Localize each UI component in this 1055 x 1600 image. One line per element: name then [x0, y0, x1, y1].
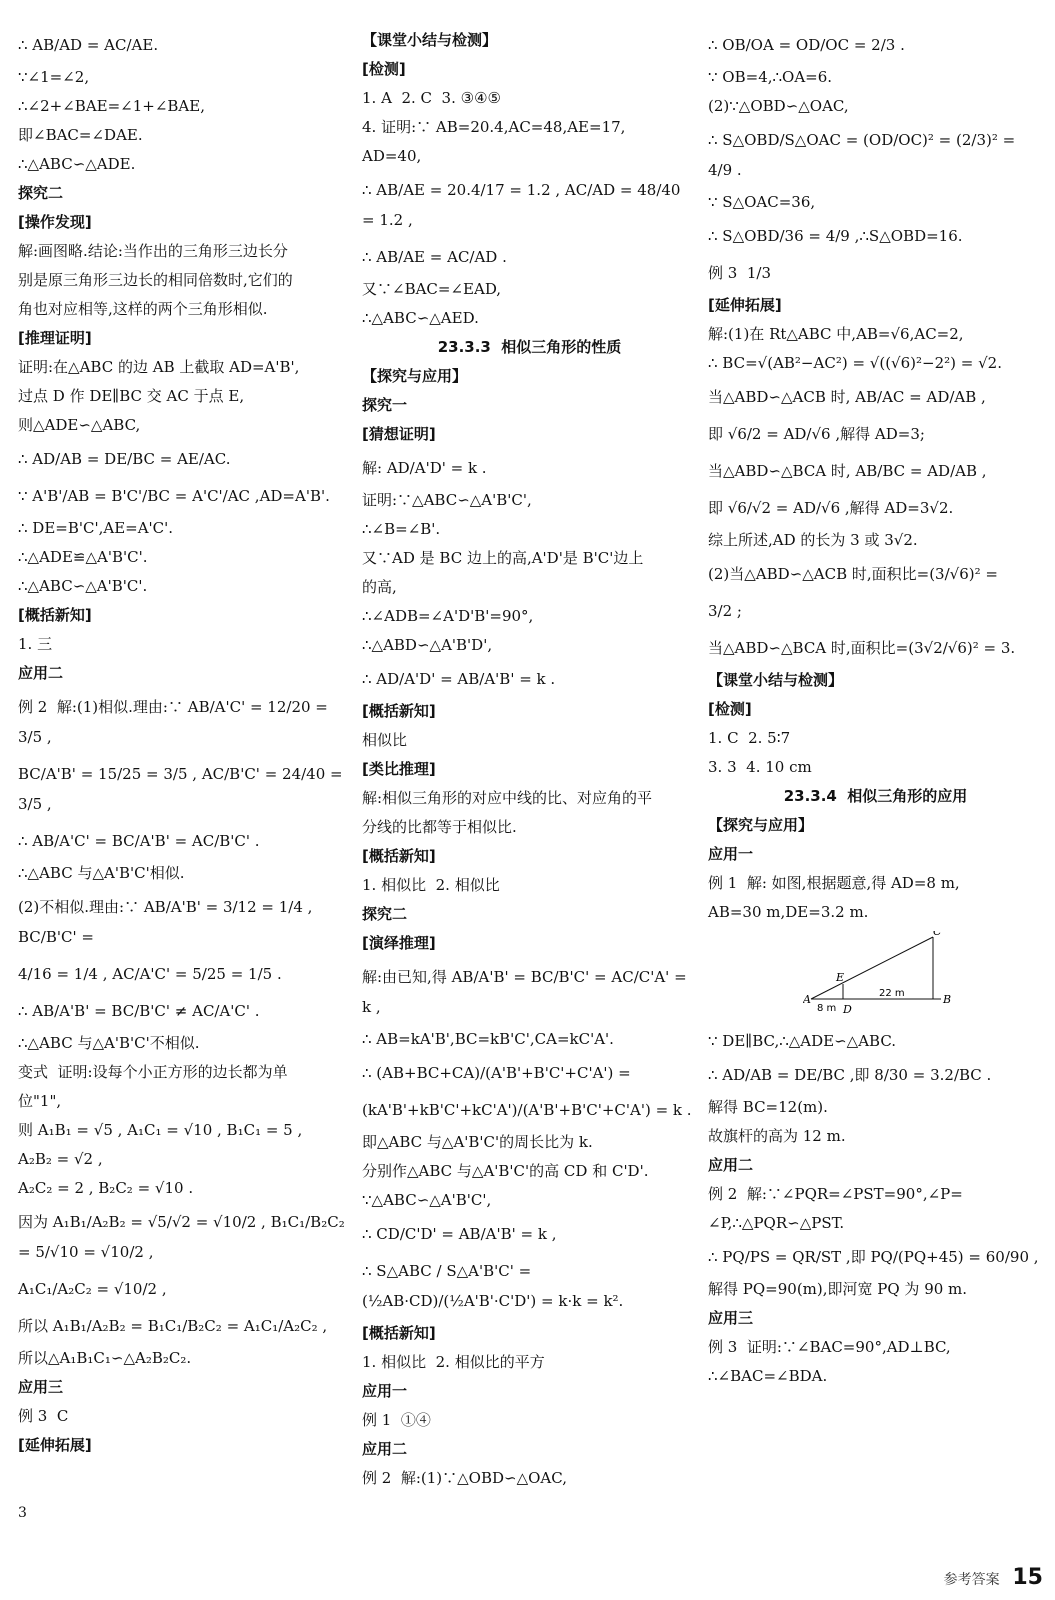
col1-line: 角也对应相等,这样的两个三角形相似.	[18, 300, 268, 318]
col2-line: 1. 相似比 2. 相似比	[362, 876, 500, 894]
col3-line: ∴ PQ/PS = QR/ST ,即 PQ/(PQ+45) = 60/90 ,	[708, 1248, 1039, 1266]
col1-line: 证明:在△ABC 的边 AB 上截取 AD=A'B',	[18, 358, 300, 376]
col3-line: 【课堂小结与检测】	[708, 671, 844, 689]
col1-line: ∵ A'B'/AB = B'C'/BC = A'C'/AC ,AD=A'B'.	[18, 487, 330, 505]
col2-line: 4. 证明:∵ AB=20.4,AC=48,AE=17,	[362, 118, 626, 136]
col2-line: [概括新知]	[362, 1324, 436, 1342]
col1-line: ∴△ADE≌△A'B'C'.	[18, 548, 148, 566]
footer-reference: 参考答案	[943, 1572, 1000, 1588]
col2-line: (kA'B'+kB'C'+kC'A')/(A'B'+B'C'+C'A') = k .	[362, 1101, 692, 1119]
col3-line: ∴ S△OBD/S△OAC = (OD/OC)² = (2/3)² = 4/9 .	[708, 131, 1020, 179]
col3-line: 即 √6/2 = AD/√6 ,解得 AD=3;	[708, 425, 925, 443]
col2-line: 解:由已知,得 AB/A'B' = BC/B'C' = AC/C'A' = k ,	[362, 968, 692, 1016]
col3-line: 1. C 2. 5∶7	[708, 729, 791, 747]
col2-line: 分线的比都等于相似比.	[362, 818, 517, 836]
col1-line: 过点 D 作 DE∥BC 交 AC 于点 E,	[18, 387, 245, 405]
col1-line: BC/A'B' = 15/25 = 3/5 , AC/B'C' = 24/40 = 3/5 ,	[18, 765, 348, 813]
col2-line: ∴∠B=∠B'.	[362, 520, 441, 538]
col1-line: ∴△ABC 与△A'B'C'相似.	[18, 864, 185, 882]
col3-line: 即 √6/√2 = AD/√6 ,解得 AD=3√2.	[708, 499, 954, 517]
col3-line: 23.3.4 相似三角形的应用	[783, 787, 968, 805]
footer-page-number: 15	[1012, 1565, 1043, 1590]
col3-line: 当△ABD∽△ACB 时, AB/AC = AD/AB ,	[708, 388, 986, 406]
col1-line: 则△ADE∽△ABC,	[18, 416, 141, 434]
col3-line: ∴∠BAC=∠BDA.	[708, 1367, 828, 1385]
col2-line: [演绎推理]	[362, 934, 436, 952]
col2-line: ∴ AB/AE = AC/AD .	[362, 248, 507, 266]
col1-line: 变式 证明:设每个小正方形的边长都为单	[18, 1063, 288, 1081]
col1-line: 因为 A₁B₁/A₂B₂ = √5/√2 = √10/2 , B₁C₁/B₂C₂ = 5/√10 = √10/2 ,	[18, 1213, 350, 1261]
col2-line: ∴∠ADB=∠A'D'B'=90°,	[362, 607, 534, 625]
col1-line: 别是原三角形三边长的相同倍数时,它们的	[18, 271, 293, 289]
col2-line: 1. 相似比 2. 相似比的平方	[362, 1353, 545, 1371]
col1-line: [推理证明]	[18, 329, 92, 347]
col1-line: A₁C₁/A₂C₂ = √10/2 ,	[18, 1280, 167, 1298]
page-footer	[944, 1565, 1043, 1590]
col1-line: ∴ AB/A'B' = BC/B'C' ≠ AC/A'C' .	[18, 1002, 260, 1020]
col2-line: 1. A 2. C 3. ③④⑤	[362, 89, 501, 107]
col1-line: 则 A₁B₁ = √5 , A₁C₁ = √10 , B₁C₁ = 5 ,	[18, 1121, 303, 1139]
column-middle	[362, 30, 697, 1497]
col1-line: ∵∠1=∠2,	[18, 68, 90, 86]
col2-line: 应用一	[362, 1382, 408, 1400]
col2-line: 应用二	[362, 1440, 408, 1458]
figure-label: B	[943, 993, 952, 1006]
col3-line: 例 3 证明:∵∠BAC=90°,AD⊥BC,	[708, 1338, 951, 1356]
col3-line: 当△ABD∽△BCA 时,面积比=(3√2/√6)² = 3.	[708, 639, 1016, 657]
col2-line: 【探究与应用】	[362, 367, 468, 385]
col2-line: 探究二	[362, 905, 408, 923]
col1-line: ∴ DE=B'C',AE=A'C'.	[18, 519, 174, 537]
col1-line: ∴△ABC∽△A'B'C'.	[18, 577, 148, 595]
column-right	[708, 30, 1043, 1395]
col3-line: ∠P,∴△PQR∽△PST.	[708, 1214, 845, 1232]
col1-line: 4/16 = 1/4 , AC/A'C' = 5/25 = 1/5 .	[18, 965, 282, 983]
col3-line: AB=30 m,DE=3.2 m.	[708, 903, 869, 921]
col2-line: [检测]	[362, 60, 406, 78]
figure-label: D	[843, 1003, 852, 1016]
col2-line: 例 2 解:(1)∵△OBD∽△OAC,	[362, 1469, 567, 1487]
col2-line: 分别作△ABC 与△A'B'C'的高 CD 和 C'D'.	[362, 1162, 649, 1180]
col3-line: ∴ OB/OA = OD/OC = 2/3 .	[708, 36, 905, 54]
col2-line: 例 1 ①④	[362, 1411, 431, 1429]
col3-line: 例 2 解:∵∠PQR=∠PST=90°,∠P=	[708, 1185, 963, 1203]
col2-line: ∵△ABC∽△A'B'C',	[362, 1191, 492, 1209]
col1-line: 解:画图略.结论:当作出的三角形三边长分	[18, 242, 288, 260]
col2-line: [猜想证明]	[362, 425, 436, 443]
col2-line: 的高,	[362, 578, 397, 596]
col2-line: ∴ (AB+BC+CA)/(A'B'+B'C'+C'A') =	[362, 1064, 631, 1082]
col1-line: 即∠BAC=∠DAE.	[18, 126, 143, 144]
col3-line: ∵ OB=4,∴OA=6.	[708, 68, 833, 86]
figure-dimension: 22 m	[879, 988, 905, 999]
figure-dimension: 8 m	[817, 1003, 837, 1014]
col3-line: 应用二	[708, 1156, 754, 1174]
col3-line: ∴ BC=√(AB²−AC²) = √((√6)²−2²) = √2.	[708, 354, 1002, 372]
col1-line: (2)不相似.理由:∵ AB/A'B' = 3/12 = 1/4 , BC/B'C' =	[18, 898, 318, 946]
col3-line: 解得 BC=12(m).	[708, 1098, 828, 1116]
column-left	[18, 30, 348, 1464]
col3-line: ∵ S△OAC=36,	[708, 193, 816, 211]
col2-line: 探究一	[362, 396, 408, 414]
figure-label: C	[933, 931, 942, 938]
col1-line: 例 3 C	[18, 1407, 69, 1425]
figure-label: E	[836, 971, 845, 984]
col1-line: ∴ AD/AB = DE/BC = AE/AC.	[18, 450, 231, 468]
col3-line: 解:(1)在 Rt△ABC 中,AB=√6,AC=2,	[708, 325, 964, 343]
col2-line: [类比推理]	[362, 760, 436, 778]
col2-line: ∴ AB/AE = 20.4/17 = 1.2 , AC/AD = 48/40 = 1.2 ,	[362, 181, 686, 229]
col3-line: 应用三	[708, 1309, 754, 1327]
col1-line: 应用二	[18, 664, 64, 682]
col3-line: 应用一	[708, 845, 754, 863]
col1-line: 应用三	[18, 1378, 64, 1396]
col1-line: ∴ AB/AD = AC/AE.	[18, 36, 159, 54]
col2-line: ∴ CD/C'D' = AB/A'B' = k ,	[362, 1225, 557, 1243]
col3-line: 当△ABD∽△BCA 时, AB/BC = AD/AB ,	[708, 462, 987, 480]
col1-line: [操作发现]	[18, 213, 92, 231]
col1-line: [延伸拓展]	[18, 1436, 92, 1454]
col2-line: 相似比	[362, 731, 408, 749]
col3-line: 3/2 ;	[708, 602, 742, 620]
col1-line: ∴∠2+∠BAE=∠1+∠BAE,	[18, 97, 205, 115]
col3-line: (2)当△ABD∽△ACB 时,面积比=(3/√6)² =	[708, 565, 998, 583]
col3-line: ∴ AD/AB = DE/BC ,即 8/30 = 3.2/BC .	[708, 1066, 992, 1084]
col2-line: 又∵∠BAC=∠EAD,	[362, 280, 502, 298]
col3-line: 故旗杆的高为 12 m.	[708, 1127, 846, 1145]
page-number-left: 3	[18, 1505, 27, 1521]
col3-line: 解得 PQ=90(m),即河宽 PQ 为 90 m.	[708, 1280, 968, 1298]
col1-line: A₂B₂ = √2 ,	[18, 1150, 103, 1168]
col2-line: 【课堂小结与检测】	[362, 31, 498, 49]
col2-line: 又∵AD 是 BC 边上的高,A'D'是 B'C'边上	[362, 549, 644, 567]
triangle-diagram	[803, 931, 953, 1021]
segment-ac	[811, 937, 933, 999]
figure-label: A	[803, 993, 811, 1006]
col2-line: [概括新知]	[362, 847, 436, 865]
col3-line: 例 1 解: 如图,根据题意,得 AD=8 m,	[708, 874, 960, 892]
col1-line: 所以 A₁B₁/A₂B₂ = B₁C₁/B₂C₂ = A₁C₁/A₂C₂ ,	[18, 1317, 328, 1335]
col3-line: (2)∵△OBD∽△OAC,	[708, 97, 849, 115]
col2-line: 即△ABC 与△A'B'C'的周长比为 k.	[362, 1133, 593, 1151]
col3-line: 例 3 1/3	[708, 264, 771, 282]
col1-line: ∴△ABC∽△ADE.	[18, 155, 136, 173]
col2-line: ∴ AD/A'D' = AB/A'B' = k .	[362, 670, 556, 688]
flagpole-figure	[803, 931, 1043, 1025]
col2-line: ∴ S△ABC / S△A'B'C' = (½AB·CD)/(½A'B'·C'D') = k·k = k².	[362, 1262, 624, 1310]
col1-line: 例 2 解:(1)相似.理由:∵ AB/A'C' = 12/20 = 3/5 ,	[18, 698, 333, 746]
col2-line: ∴△ABD∽△A'B'D',	[362, 636, 493, 654]
col3-line: ∵ DE∥BC,∴△ADE∽△ABC.	[708, 1032, 897, 1050]
col2-line: AD=40,	[362, 147, 422, 165]
col2-line: ∴ AB=kA'B',BC=kB'C',CA=kC'A'.	[362, 1030, 614, 1048]
col3-line: 3. 3 4. 10 cm	[708, 758, 812, 776]
col2-line: [概括新知]	[362, 702, 436, 720]
col1-line: 探究二	[18, 184, 64, 202]
col3-line: [延伸拓展]	[708, 296, 782, 314]
col1-line: [概括新知]	[18, 606, 92, 624]
col3-line: ∴ S△OBD/36 = 4/9 ,∴S△OBD=16.	[708, 227, 963, 245]
col2-line: 23.3.3 相似三角形的性质	[437, 338, 622, 356]
col1-line: 位"1",	[18, 1092, 62, 1110]
col1-line: ∴△ABC 与△A'B'C'不相似.	[18, 1034, 200, 1052]
col1-line: 所以△A₁B₁C₁∽△A₂B₂C₂.	[18, 1349, 192, 1367]
col1-line: 1. 三	[18, 635, 53, 653]
col2-line: ∴△ABC∽△AED.	[362, 309, 479, 327]
col3-line: [检测]	[708, 700, 752, 718]
col2-line: 解: AD/A'D' = k .	[362, 459, 487, 477]
col1-line: ∴ AB/A'C' = BC/A'B' = AC/B'C' .	[18, 832, 260, 850]
col1-line: A₂C₂ = 2 , B₂C₂ = √10 .	[18, 1179, 194, 1197]
col3-line: 【探究与应用】	[708, 816, 814, 834]
col2-line: 解:相似三角形的对应中线的比、对应角的平	[362, 789, 653, 807]
col3-line: 综上所述,AD 的长为 3 或 3√2.	[708, 531, 918, 549]
col2-line: 证明:∵△ABC∽△A'B'C',	[362, 491, 532, 509]
